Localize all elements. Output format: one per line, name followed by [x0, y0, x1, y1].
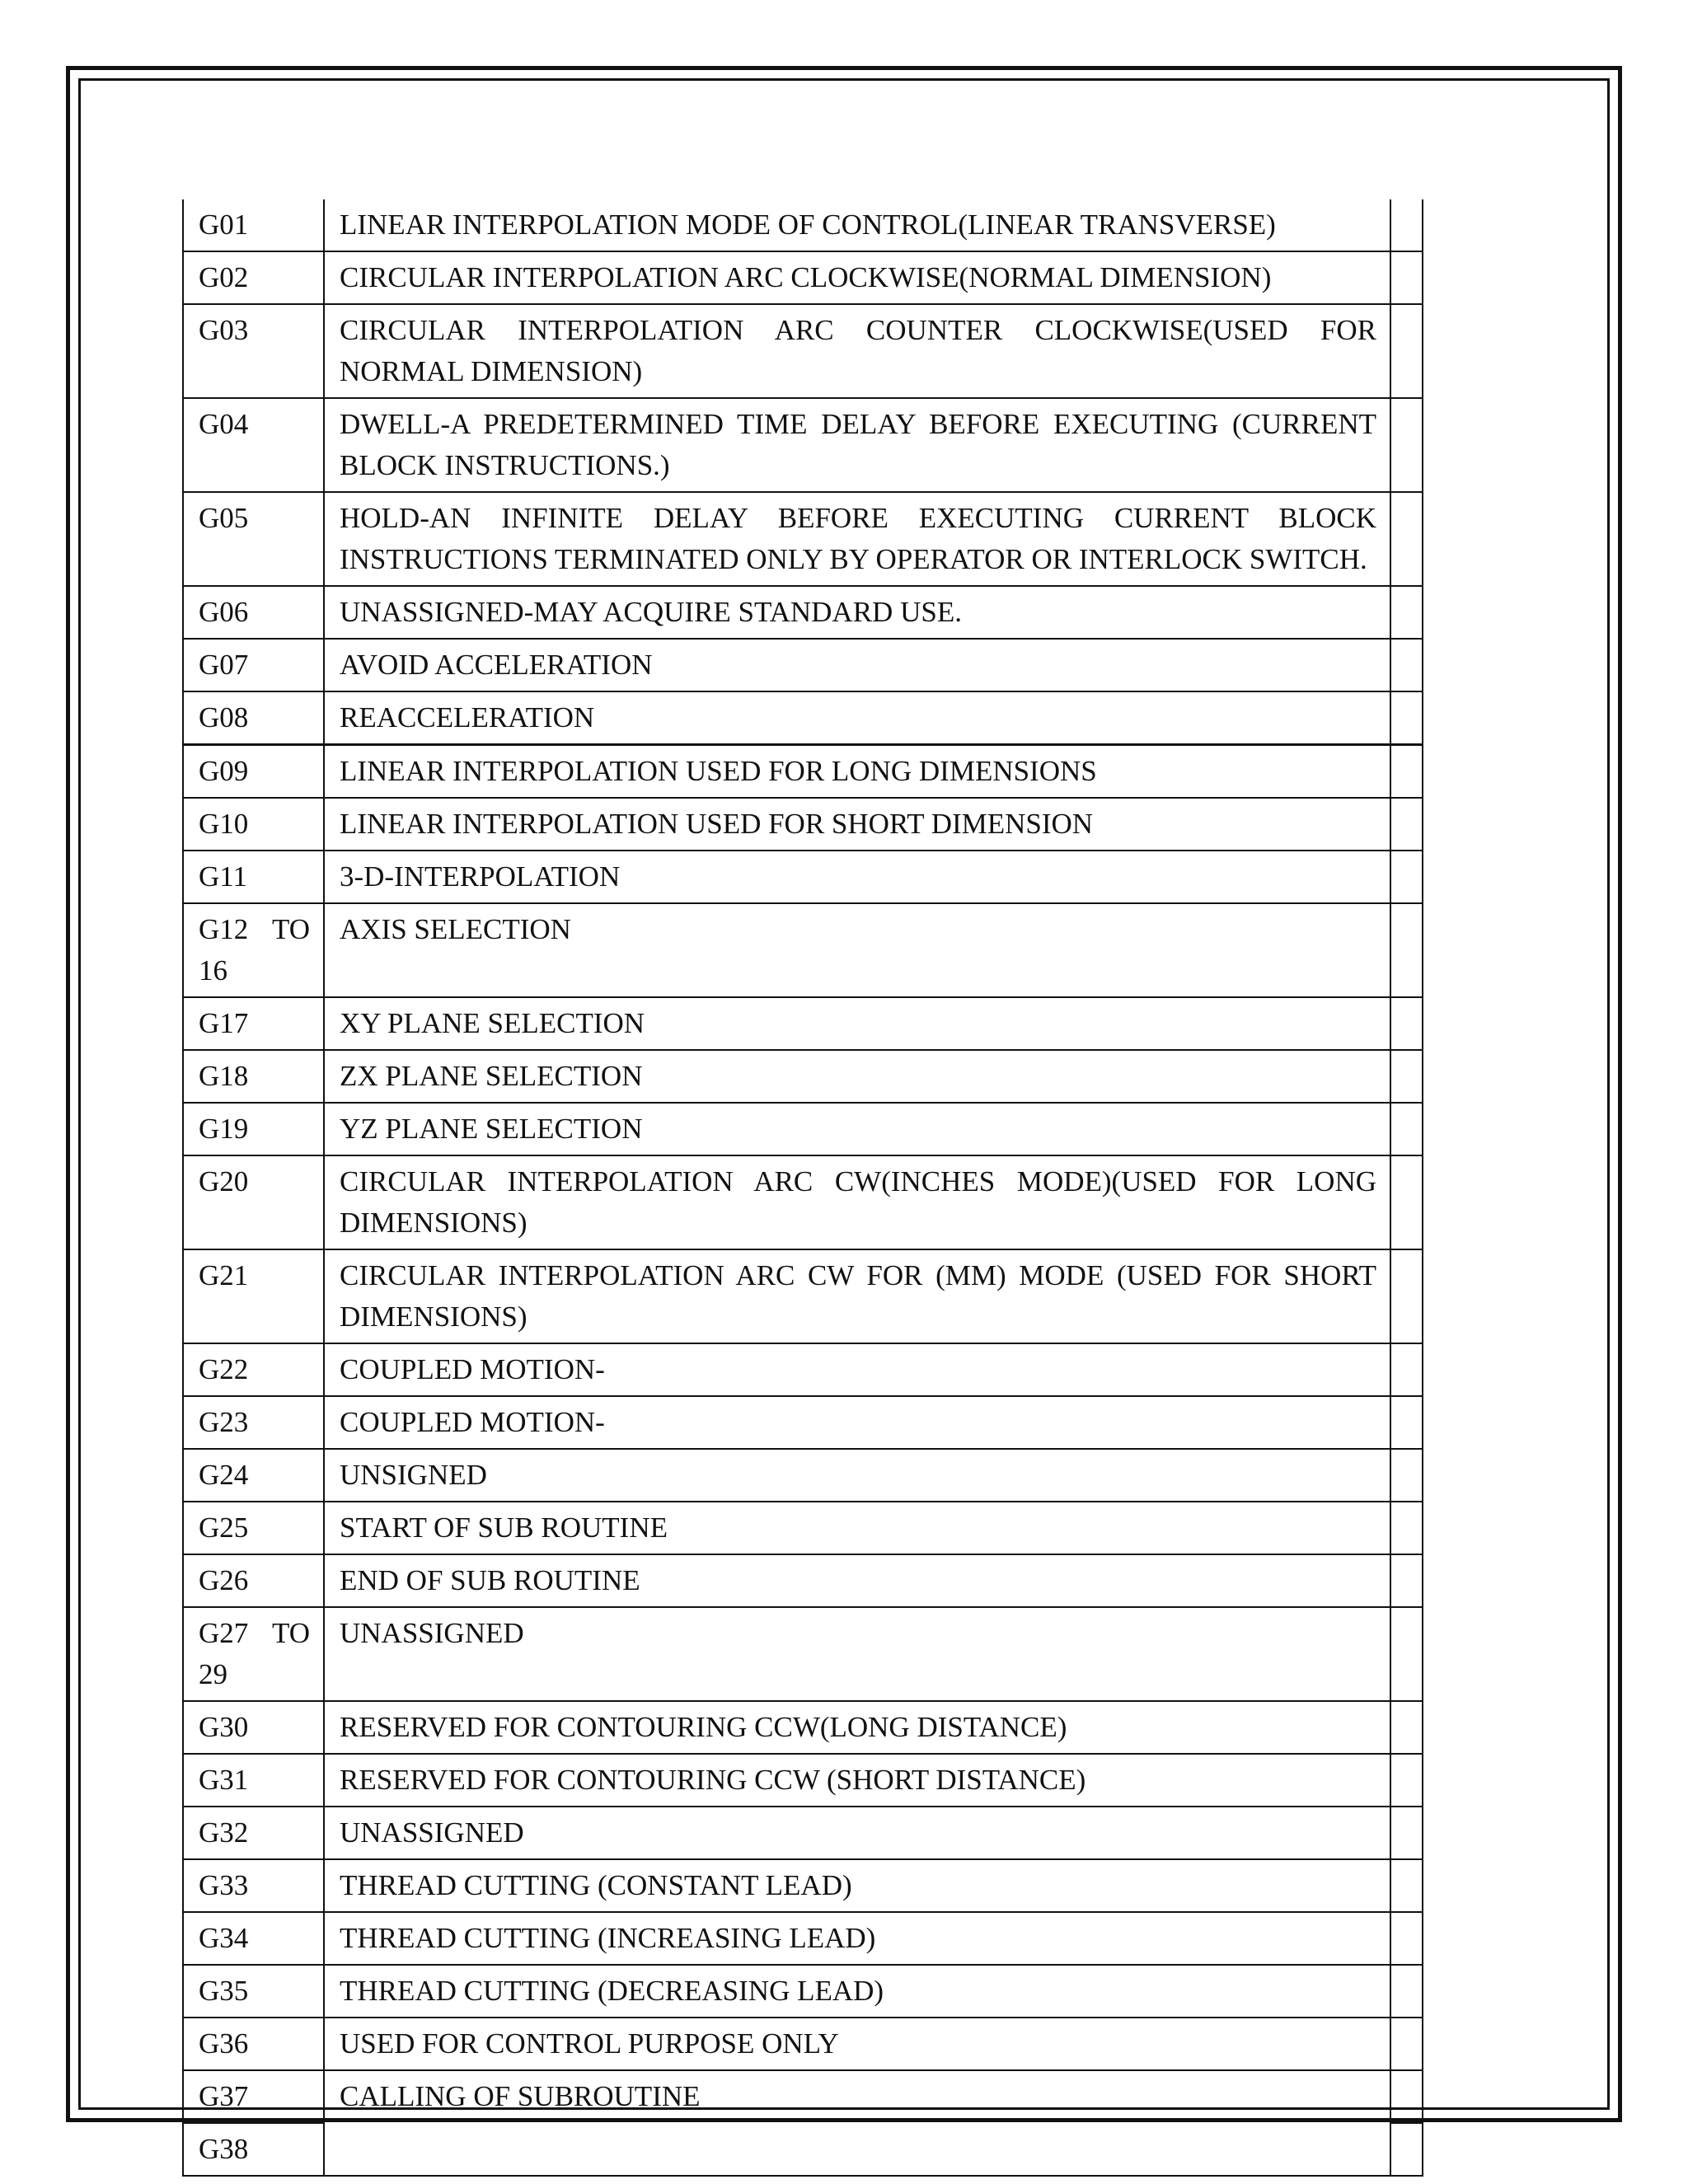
g-code: G32 [183, 1807, 324, 1859]
g-code-description: END OF SUB ROUTINE [324, 1554, 1390, 1607]
g-code: G19 [183, 1103, 324, 1155]
blank-cell [1390, 1103, 1423, 1155]
g-code-description: CALLING OF SUBROUTINE [324, 2070, 1390, 2176]
g-code-description: CIRCULAR INTERPOLATION ARC CW FOR (MM) MODE (USED FOR SHORT DIMENSIONS) [324, 1249, 1390, 1343]
table-row [183, 304, 1423, 398]
g-code: G07 [183, 639, 324, 691]
g-code: G24 [183, 1449, 324, 1502]
g-code: G37 [183, 2070, 324, 2123]
g-code-description: HOLD-AN INFINITE DELAY BEFORE EXECUTING CURRENT BLOCK INSTRUCTIONS TERMINATED ONLY BY OPERATOR OR INTERLOCK SWITCH. [324, 492, 1390, 586]
blank-cell [1390, 1343, 1423, 1396]
table-row [183, 199, 1423, 251]
g-code-description: UNSIGNED [324, 1449, 1390, 1502]
blank-cell [1390, 997, 1423, 1050]
table-row [183, 1249, 1423, 1343]
table-row [183, 1859, 1423, 1912]
table-row [183, 1502, 1423, 1554]
g-code: G05 [183, 492, 324, 586]
table-row [183, 798, 1423, 851]
table-row [183, 398, 1423, 492]
blank-cell [1390, 1859, 1423, 1912]
table-row [183, 1050, 1423, 1103]
blank-cell [1390, 1449, 1423, 1502]
blank-cell [1390, 1554, 1423, 1607]
blank-cell [1390, 639, 1423, 691]
g-code: G36 [183, 2018, 324, 2070]
g-code-description: AVOID ACCELERATION [324, 639, 1390, 691]
g-code-description: LINEAR INTERPOLATION MODE OF CONTROL(LINEAR TRANSVERSE) [324, 199, 1390, 251]
g-code: G11 [183, 851, 324, 903]
g-code: G04 [183, 398, 324, 492]
g-code: G12 TO 16 [183, 903, 324, 997]
g-code-description: UNASSIGNED-MAY ACQUIRE STANDARD USE. [324, 586, 1390, 639]
table-row [183, 1807, 1423, 1859]
blank-cell [1390, 2070, 1423, 2123]
g-code: G08 [183, 691, 324, 745]
table-row [183, 251, 1423, 304]
table-row [183, 745, 1423, 799]
blank-cell [1390, 691, 1423, 745]
g-code-description: 3-D-INTERPOLATION [324, 851, 1390, 903]
blank-cell [1390, 1502, 1423, 1554]
g-code-description: REACCELERATION [324, 691, 1390, 745]
g-code-description: CIRCULAR INTERPOLATION ARC CLOCKWISE(NORMAL DIMENSION) [324, 251, 1390, 304]
g-code: G01 [183, 199, 324, 251]
blank-cell [1390, 851, 1423, 903]
g-code-description: XY PLANE SELECTION [324, 997, 1390, 1050]
g-code: G30 [183, 1701, 324, 1754]
g-code-description: USED FOR CONTROL PURPOSE ONLY [324, 2018, 1390, 2070]
table-row [183, 903, 1423, 997]
table-row [183, 639, 1423, 691]
table-row [183, 1103, 1423, 1155]
blank-cell [1390, 903, 1423, 997]
g-code: G34 [183, 1912, 324, 1965]
g-code-description: ZX PLANE SELECTION [324, 1050, 1390, 1103]
g-code: G33 [183, 1859, 324, 1912]
blank-cell [1390, 1754, 1423, 1807]
g-code-description: COUPLED MOTION- [324, 1343, 1390, 1396]
g-code-description: UNASSIGNED [324, 1607, 1390, 1701]
g-code: G35 [183, 1965, 324, 2018]
table-row [183, 1607, 1423, 1701]
blank-cell [1390, 251, 1423, 304]
g-code: G23 [183, 1396, 324, 1449]
table-row [183, 997, 1423, 1050]
table-row [183, 851, 1423, 903]
blank-cell [1390, 2123, 1423, 2176]
table-row [183, 586, 1423, 639]
g-code-description: THREAD CUTTING (INCREASING LEAD) [324, 1912, 1390, 1965]
table-row [183, 2070, 1423, 2123]
g-code: G25 [183, 1502, 324, 1554]
blank-cell [1390, 1701, 1423, 1754]
g-code-description: THREAD CUTTING (CONSTANT LEAD) [324, 1859, 1390, 1912]
g-code: G06 [183, 586, 324, 639]
blank-cell [1390, 745, 1423, 799]
g-code-description: DWELL-A PREDETERMINED TIME DELAY BEFORE EXECUTING (CURRENT BLOCK INSTRUCTIONS.) [324, 398, 1390, 492]
blank-cell [1390, 1912, 1423, 1965]
blank-cell [1390, 1396, 1423, 1449]
g-code-description: THREAD CUTTING (DECREASING LEAD) [324, 1965, 1390, 2018]
g-code: G26 [183, 1554, 324, 1607]
table-row [183, 1912, 1423, 1965]
g-code: G17 [183, 997, 324, 1050]
table-row [183, 1155, 1423, 1249]
g-code-table [182, 199, 1423, 2177]
g-code: G09 [183, 745, 324, 799]
blank-cell [1390, 586, 1423, 639]
blank-cell [1390, 1249, 1423, 1343]
blank-cell [1390, 1607, 1423, 1701]
g-code-description: CIRCULAR INTERPOLATION ARC CW(INCHES MODE)(USED FOR LONG DIMENSIONS) [324, 1155, 1390, 1249]
g-code: G10 [183, 798, 324, 851]
table-row [183, 1965, 1423, 2018]
g-code-description: RESERVED FOR CONTOURING CCW (SHORT DISTANCE) [324, 1754, 1390, 1807]
g-code: G22 [183, 1343, 324, 1396]
table-row [183, 1754, 1423, 1807]
g-code-description: CIRCULAR INTERPOLATION ARC COUNTER CLOCKWISE(USED FOR NORMAL DIMENSION) [324, 304, 1390, 398]
blank-cell [1390, 304, 1423, 398]
blank-cell [1390, 1050, 1423, 1103]
blank-cell [1390, 199, 1423, 251]
g-code-description: YZ PLANE SELECTION [324, 1103, 1390, 1155]
g-code: G21 [183, 1249, 324, 1343]
table-row [183, 691, 1423, 745]
blank-cell [1390, 1807, 1423, 1859]
g-code: G02 [183, 251, 324, 304]
blank-cell [1390, 798, 1423, 851]
g-code: G18 [183, 1050, 324, 1103]
g-code: G27 TO 29 [183, 1607, 324, 1701]
g-code-description: COUPLED MOTION- [324, 1396, 1390, 1449]
g-code-description: RESERVED FOR CONTOURING CCW(LONG DISTANCE) [324, 1701, 1390, 1754]
table-row [183, 2018, 1423, 2070]
table-row [183, 1343, 1423, 1396]
blank-cell [1390, 492, 1423, 586]
g-code: G31 [183, 1754, 324, 1807]
table-row [183, 1554, 1423, 1607]
blank-cell [1390, 1155, 1423, 1249]
g-code-description: LINEAR INTERPOLATION USED FOR LONG DIMENSIONS [324, 745, 1390, 799]
g-code-description: START OF SUB ROUTINE [324, 1502, 1390, 1554]
g-code-description: UNASSIGNED [324, 1807, 1390, 1859]
g-code: G03 [183, 304, 324, 398]
g-code: G38 [183, 2123, 324, 2176]
blank-cell [1390, 1965, 1423, 2018]
blank-cell [1390, 2018, 1423, 2070]
table-row [183, 1701, 1423, 1754]
table-row [183, 492, 1423, 586]
table-row [183, 1449, 1423, 1502]
g-code-description: AXIS SELECTION [324, 903, 1390, 997]
blank-cell [1390, 398, 1423, 492]
g-code: G20 [183, 1155, 324, 1249]
table-row [183, 1396, 1423, 1449]
g-code-description: LINEAR INTERPOLATION USED FOR SHORT DIMENSION [324, 798, 1390, 851]
